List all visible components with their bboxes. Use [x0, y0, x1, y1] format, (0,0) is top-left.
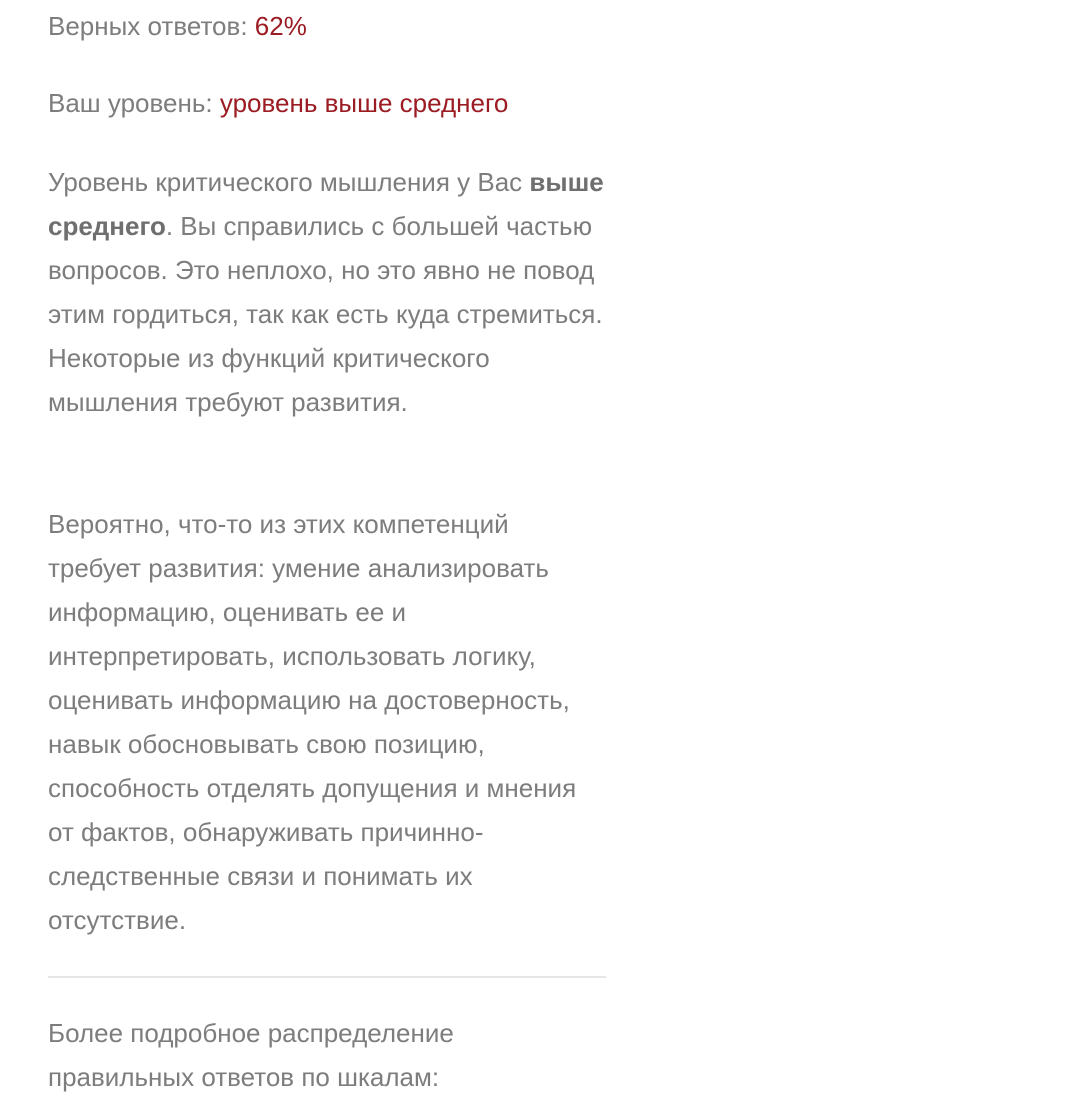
correct-answers-label: Верных ответов:: [48, 11, 248, 41]
correct-answers-line: [48, 4, 307, 48]
section-divider: [48, 976, 606, 978]
level-line: [48, 81, 508, 125]
level-description-start: Уровень критического мышления у Вас: [48, 167, 530, 197]
competencies-description: Вероятно, что-то из этих компетенций требует развития: умение анализировать информацию, оценивать ее и интерпретировать, использовать логику, оценивать информацию на достоверность, навык обосновывать свою позицию, способность отделять допущения и мнения от фактов, обнаруживать причинно-следственные связи и понимать их отсутствие.: [48, 509, 577, 935]
level-value: уровень выше среднего: [219, 88, 509, 118]
level-description: [48, 160, 608, 424]
correct-answers-value: 62%: [254, 11, 307, 41]
level-label: Ваш уровень:: [48, 88, 213, 118]
level-description-end: . Вы справились с большей частью вопросов. Это неплохо, но это явно не повод этим гордиться, так как есть куда стремиться. Некоторые из функций критического мышления требуют развития.: [48, 211, 603, 417]
details-intro: Более подробное распределение правильных ответов по шкалам:: [48, 1018, 454, 1092]
level-description-bold: выше среднего: [48, 167, 604, 241]
